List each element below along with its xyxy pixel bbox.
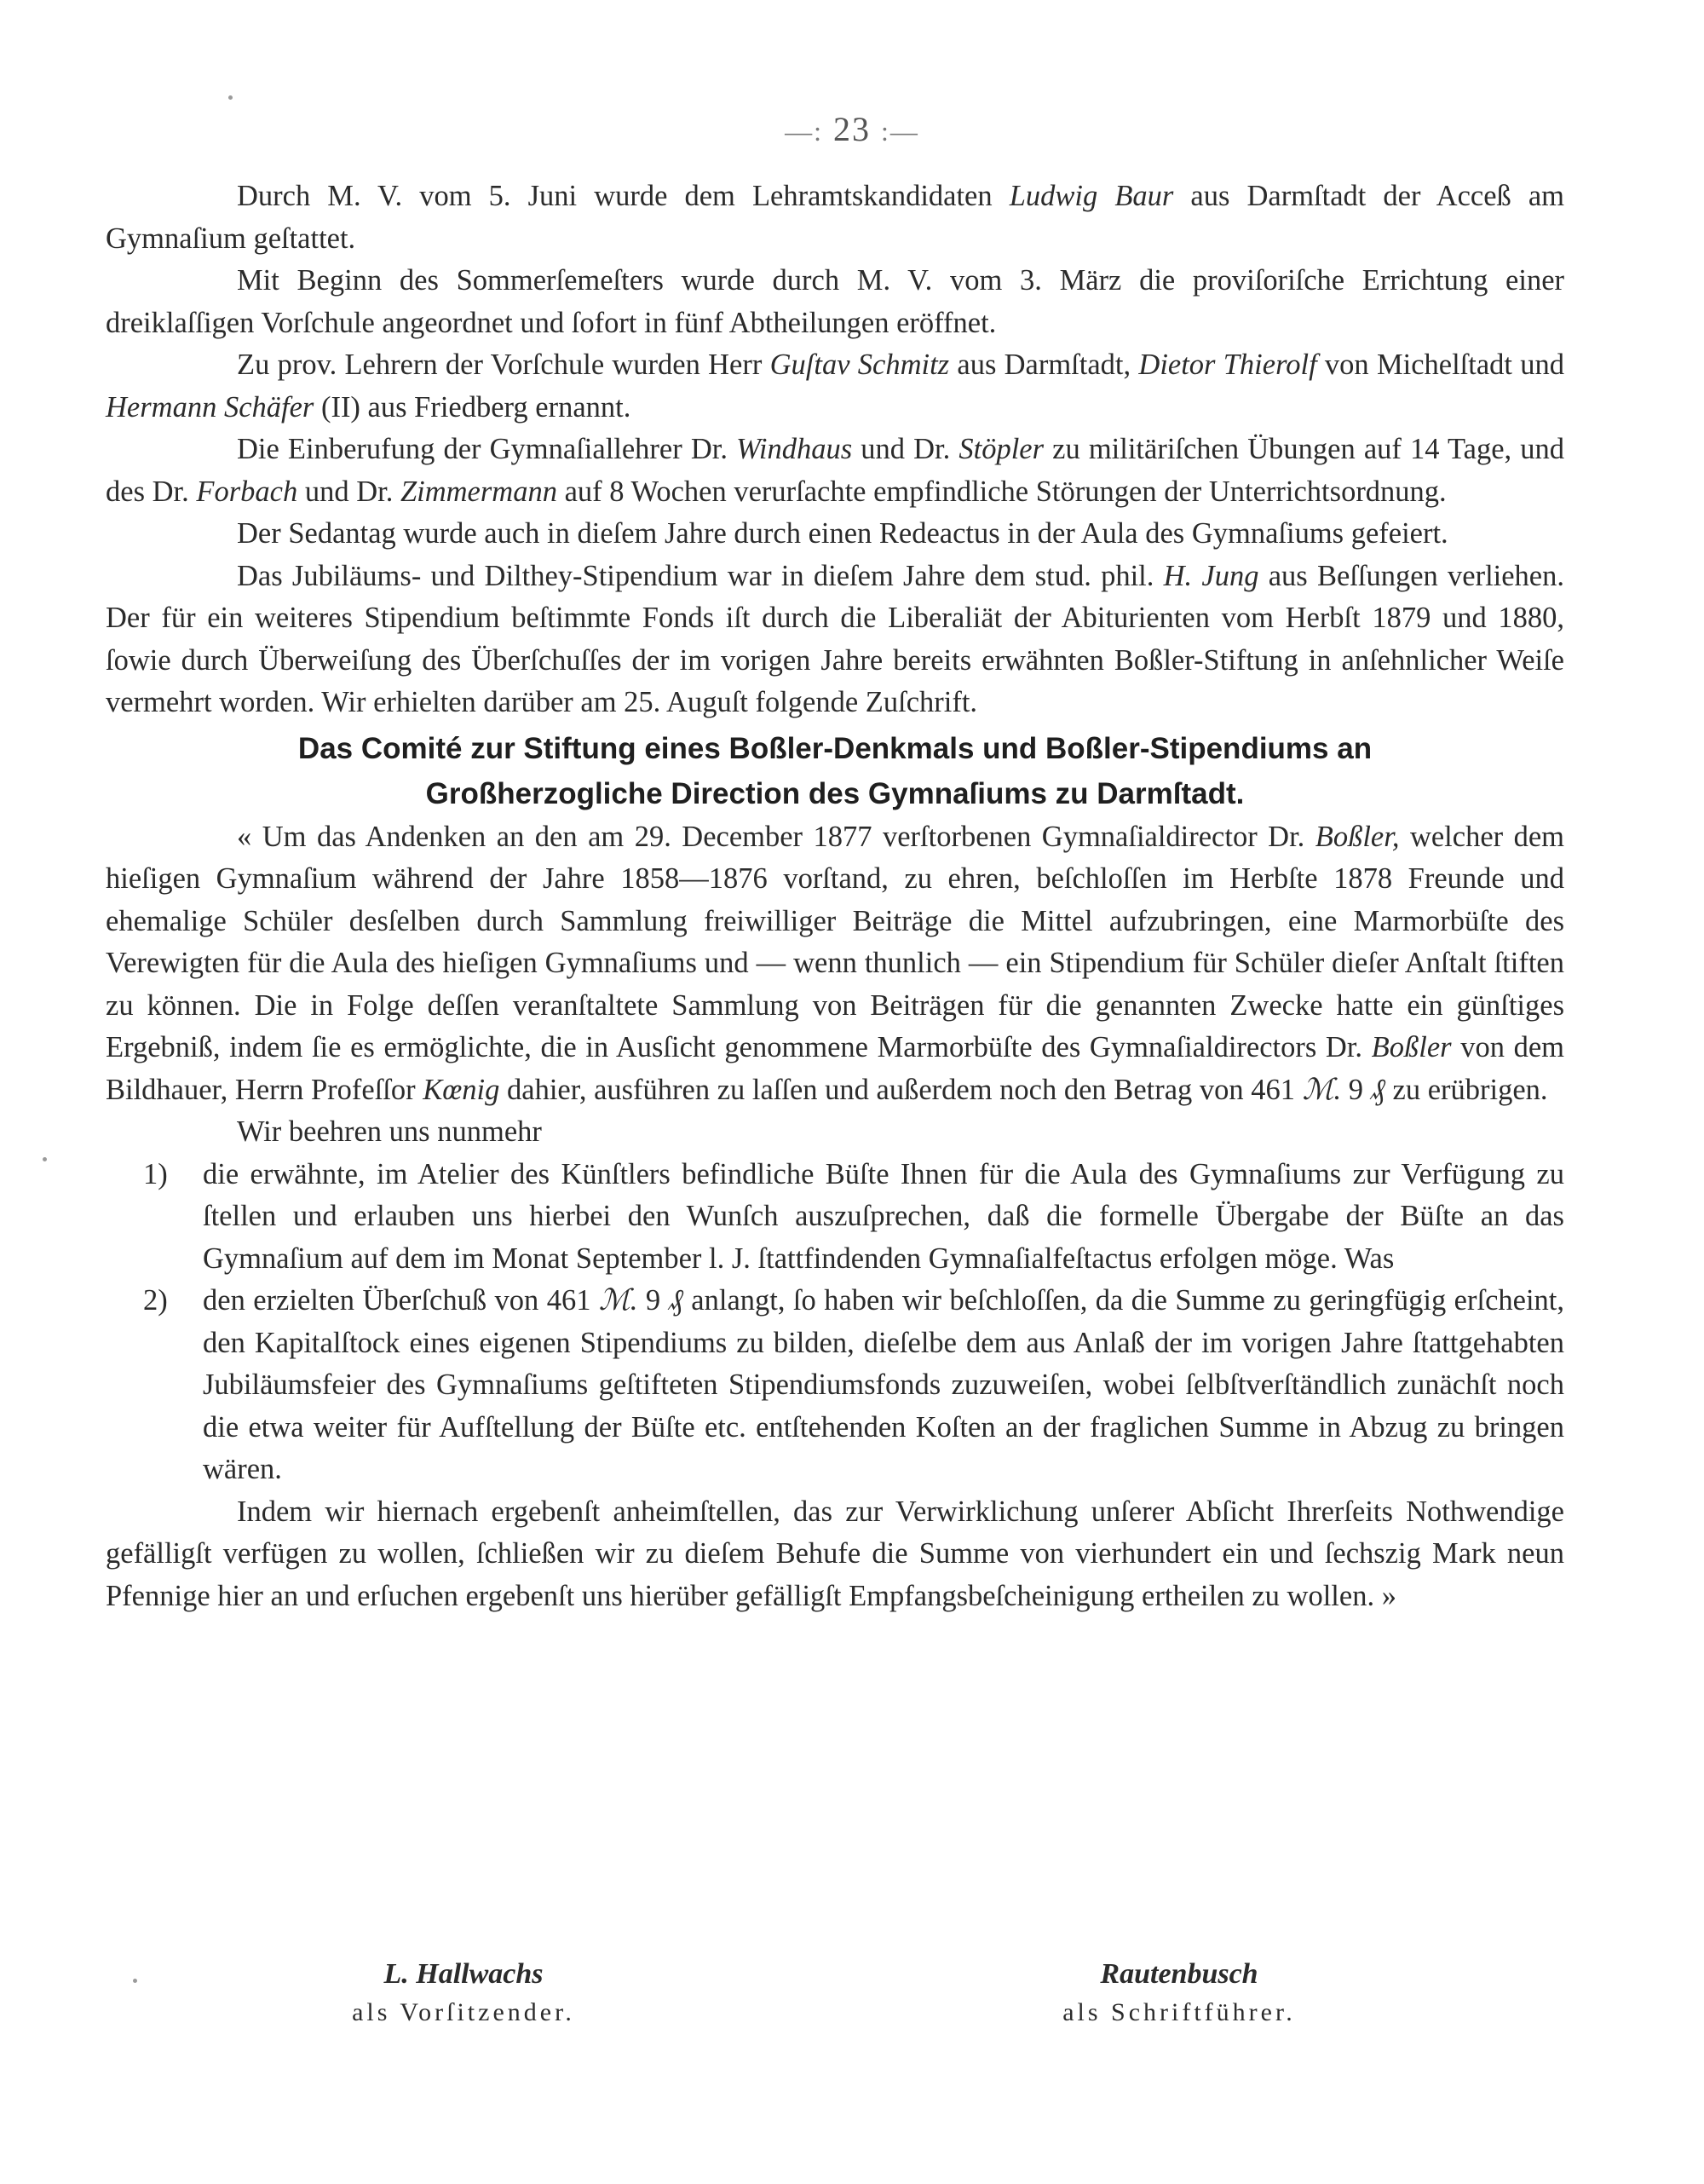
italic-text: ℳ. [598,1284,638,1317]
report-paragraphs [106,176,1564,724]
signature-chairman [242,1955,685,2031]
italic-text: Windhaus [736,433,853,465]
signature-block [106,1955,1564,2049]
paragraph-sedantag: Der Sedantag wurde auch in dieſem Jahre durch einen Redeactus in der Aula des Gymnaſiums gefeiert. [237,517,1448,550]
paragraph-baur: Durch M. V. vom 5. Juni wurde dem Lehramtskandidaten Ludwig Baur aus Darmſtadt der Acceß am Gymnaſium geſtattet. [106,180,1564,255]
paragraph-stipendium: Das Jubiläums- und Dilthey-Stipendium war in dieſem Jahre dem stud. phil. H. Jung aus Beſſungen verliehen. Der für ein weiteres Stipendium beſtimmte Fonds iſt durch die Liberaliät der Abiturienten vom Herbſt 1879 und 1880, ſowie durch Überweiſung des Überſchuſſes der im vorigen Jahre bereits erwähnten Boßler-Stiftung in anſehnlicher Weiſe vermehrt worden. Wir erhielten darüber am 25. Auguſt folgende Zuſchrift. [106,559,1564,718]
letter-paragraph-beehren: Wir beehren uns nunmehr [237,1115,542,1148]
letter-heading [106,726,1564,816]
italic-text: Dietor Thierolf [1138,349,1317,381]
italic-text: Hermann Schäfer [106,390,314,424]
signature-name: Rautenbusch [1100,1958,1258,1990]
signature-name: L. Hallwachs [383,1958,544,1990]
paragraph-einberufung: Die Einberufung der Gymnaſiallehrer Dr. Windhaus und Dr. Stöpler zu militäriſchen Übungen auf 14 Tage, und des Dr. Forbach und Dr. Zimmermann auf 8 Wochen verurſachte empfindliche Störungen der Unterrichtsordnung. [106,433,1564,508]
italic-text: Guſtav Schmitz [769,349,950,381]
paragraph-vorschule: Mit Beginn des Sommerſemeſters wurde durch M. V. vom 3. März die proviſoriſche Errichtung einer dreiklaſſigen Vorſchule angeordnet und ſofort in fünf Abtheilungen eröffnet. [106,264,1564,339]
signature-secretary [958,1955,1401,2031]
letter-paragraph-andenken: « Um das Andenken an den am 29. December 1877 verſtorbenen Gymnaſialdirector Dr. Boßler, welcher dem hieſigen Gymnaſium während der Jahre 1858—1876 vorſtand, zu ehren, beſchloſſen im Herbſte 1878 Freunde und ehemalige Schüler desſelben durch Sammlung freiwilliger Beiträge die Mittel aufzubringen, eine Marmorbüſte des Verewigten für die Aula des hieſigen Gymnaſiums und — wenn thunlich — ein Stipendium für Schüler dieſer Anſtalt ſtiften zu können. Die in Folge deſſen veranſtaltete Sammlung von Beiträgen für die genannten Zwecke hatte ein günſtiges Ergebniß, indem ſie es ermöglichte, die in Ausſicht genommene Marmorbüſte des Gymnaſialdirectors Dr. Boßler von dem Bildhauer, Herrn Profeſſor Kœnig dahier, ausführen zu laſſen und außerdem noch den Betrag von 461 ℳ. 9 ₰ zu erübrigen. [106,820,1564,1106]
letter-body [106,816,1564,1618]
list-number: 2) [143,1284,168,1317]
italic-text: Boßler [1371,1031,1452,1063]
list-item-1 [106,1154,1564,1281]
paper-speck [228,95,233,100]
paragraph-lehrer: Zu prov. Lehrern der Vorſchule wurden Herr Guſtav Schmitz aus Darmſtadt, Dietor Thierolf von Michelſtadt und Hermann Schäfer (II) aus Friedberg ernannt. [106,349,1564,424]
paper-speck [43,1157,47,1161]
italic-text: Boßler, [1315,820,1400,853]
italic-text: Stöpler [958,433,1045,465]
italic-text: ₰ [1370,1073,1385,1106]
italic-text: Forbach [196,475,298,508]
ornament-right: :— [881,116,919,147]
signature-role: als Schriftführer. [1062,1998,1296,2026]
page-header [0,109,1704,150]
signature-role: als Vorſitzender. [352,1998,575,2026]
list-item-text: den erzielten Überſchuß von 461 ℳ. 9 ₰ anlangt, ſo haben wir beſchloſſen, da die Summe zu geringfügig erſcheint, den Kapitalſtock eines eigenen Stipendiums zu bilden, dieſelbe dem aus Anlaß der im vorigen Jahre ſtattgehabten Jubiläumsfeier des Gymnaſiums geſtifteten Stipendiumsfonds zuzuweiſen, wobei ſelbſtverſtändlich zunächſt noch die etwa weiter für Aufſtellung der Büſte etc. entſtehenden Koſten an der fraglichen Summe in Abzug zu bringen wären. [203,1284,1564,1485]
page-number: 23 [833,110,871,148]
list-item-2 [106,1280,1564,1491]
italic-text: Ludwig Baur [1009,180,1174,212]
list-item-text: die erwähnte, im Atelier des Künſtlers befindliche Büſte Ihnen für die Aula des Gymnaſiums zur Verfügung zu ſtellen und erlauben uns hierbei den Wunſch auszuſprechen, daß die formelle Übergabe der Büſte an das Gymnaſium auf dem im Monat September l. J. ſtattfindenden Gymnaſialfeſtactus erfolgen möge. Was [203,1157,1564,1275]
list-number: 1) [143,1157,168,1190]
italic-text: ₰ [668,1284,683,1317]
italic-text: Zimmermann [400,475,557,508]
italic-text: H. Jung [1163,559,1259,592]
closing-paragraph: Indem wir hiernach ergebenſt anheimſtellen, das zur Verwirklichung unſerer Abſicht Ihrerſeits Nothwendige gefälligſt verfügen zu wollen, ſchließen wir zu dieſem Behufe die Summe von vierhundert ein und ſechszig Mark neun Pfennige hier an und erſuchen ergebenſt uns hierüber gefälligſt Empfangsbeſcheinigung ertheilen zu wollen. » [106,1495,1564,1612]
italic-text: ℳ. [1302,1073,1342,1106]
italic-text: Kœnig [423,1073,500,1106]
paper-speck [133,1979,137,1983]
heading-line-1: Das Comité zur Stiftung eines Boßler-Denkmals und Boßler-Stipendiums an [297,731,1373,765]
page-body [106,176,1564,1617]
ornament-left: —: [785,116,823,147]
heading-line-2: Großherzogliche Direction des Gymnaſiums zu Darmſtadt. [425,776,1245,810]
